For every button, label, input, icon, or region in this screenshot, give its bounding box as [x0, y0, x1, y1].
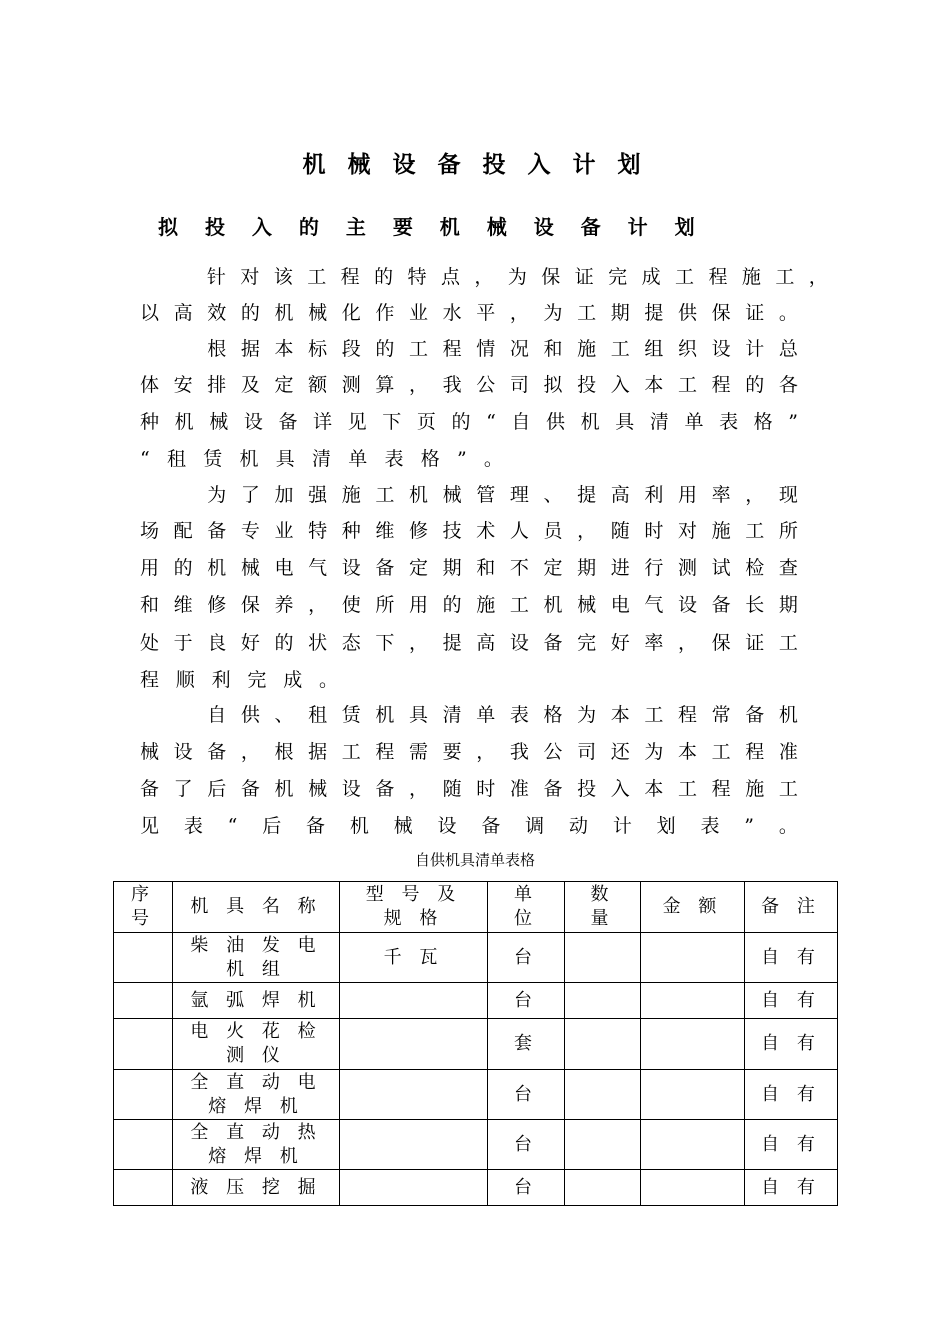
- paragraph-line: 针 对 该 工 程 的 特 点 ， 为 保 证 完 成 工 程 施 工 ，: [206, 266, 828, 288]
- cell-unit: 套: [488, 1019, 565, 1070]
- cell-amount: [641, 1120, 745, 1170]
- cell-remark: 自 有: [745, 983, 838, 1019]
- header-remark: 备 注: [745, 882, 838, 933]
- paragraph-line: 根 据 本 标 段 的 工 程 情 况 和 施 工 组 织 设 计 总: [207, 338, 798, 360]
- cell-qty: [565, 1170, 641, 1206]
- paragraph-line: 用 的 机 械 电 气 设 备 定 期 和 不 定 期 进 行 测 试 检 查: [140, 557, 798, 579]
- cell-no: [114, 983, 173, 1019]
- cell-no: [114, 1019, 173, 1070]
- cell-model: [340, 1019, 488, 1070]
- cell-unit: 台: [488, 1170, 565, 1206]
- cell-qty: [565, 1070, 641, 1120]
- cell-amount: [641, 1170, 745, 1206]
- paragraph-line: 场 配 备 专 业 特 种 维 修 技 术 人 员 ， 随 时 对 施 工 所: [140, 520, 798, 542]
- cell-remark: 自 有: [745, 1019, 838, 1070]
- cell-qty: [565, 1019, 641, 1070]
- header-model: 型 号 及 规 格: [340, 882, 488, 933]
- cell-no: [114, 933, 173, 983]
- equipment-table: [113, 881, 838, 1206]
- header-name: 机 具 名 称: [173, 882, 340, 933]
- cell-no: [114, 1170, 173, 1206]
- cell-qty: [565, 933, 641, 983]
- paragraph-line: 和 维 修 保 养 ， 使 所 用 的 施 工 机 械 电 气 设 备 长 期: [140, 594, 798, 616]
- cell-remark: 自 有: [745, 1170, 838, 1206]
- header-qty: 数 量: [565, 882, 641, 933]
- header-no: 序 号: [114, 882, 173, 933]
- paragraph-line: 见 表 “ 后 备 机 械 设 备 调 动 计 划 表 ” 。: [140, 815, 798, 837]
- cell-amount: [641, 1070, 745, 1120]
- paragraph-line: 体 安 排 及 定 额 测 算 ， 我 公 司 拟 投 入 本 工 程 的 各: [140, 374, 798, 396]
- cell-model: [340, 1120, 488, 1170]
- table-row: [114, 1019, 838, 1070]
- cell-amount: [641, 1019, 745, 1070]
- paragraph-line: 自 供 、 租 赁 机 具 清 单 表 格 为 本 工 程 常 备 机: [207, 704, 798, 726]
- cell-name: 柴 油 发 电 机 组: [173, 933, 340, 983]
- cell-model: [340, 1070, 488, 1120]
- paragraph-line: 械 设 备 ， 根 据 工 程 需 要 ， 我 公 司 还 为 本 工 程 准: [140, 741, 798, 763]
- cell-name: 液 压 挖 掘: [173, 1170, 340, 1206]
- paragraph-line: 备 了 后 备 机 械 设 备 ， 随 时 准 备 投 入 本 工 程 施 工: [140, 778, 798, 800]
- cell-unit: 台: [488, 933, 565, 983]
- page-title: 机 械 设 备 投 入 计 划: [302, 152, 648, 178]
- cell-model: 千 瓦: [340, 933, 488, 983]
- table-row: [114, 1170, 838, 1206]
- table-row: [114, 983, 838, 1019]
- section-heading: 拟 投 入 的 主 要 机 械 设 备 计 划: [158, 215, 705, 239]
- paragraph-line: 以 高 效 的 机 械 化 作 业 水 平 ， 为 工 期 提 供 保 证 。: [140, 302, 798, 324]
- table-header-row: [114, 882, 838, 933]
- cell-name: 全 直 动 热 熔 焊 机: [173, 1120, 340, 1170]
- cell-amount: [641, 983, 745, 1019]
- cell-name: 电 火 花 检 测 仪: [173, 1019, 340, 1070]
- table-row: [114, 1120, 838, 1170]
- cell-no: [114, 1070, 173, 1120]
- cell-qty: [565, 983, 641, 1019]
- table-caption: 自供机具清单表格: [414, 851, 535, 869]
- paragraph-line: 为 了 加 强 施 工 机 械 管 理 、 提 高 利 用 率 ， 现: [207, 484, 798, 506]
- cell-remark: 自 有: [745, 1070, 838, 1120]
- cell-qty: [565, 1120, 641, 1170]
- paragraph-line: 种 机 械 设 备 详 见 下 页 的 “ 自 供 机 具 清 单 表 格 ”: [140, 411, 798, 433]
- paragraph-line: “ 租 赁 机 具 清 单 表 格 ” 。: [140, 448, 503, 470]
- paragraph-line: 程 顺 利 完 成 。: [140, 669, 338, 691]
- cell-model: [340, 1170, 488, 1206]
- cell-remark: 自 有: [745, 933, 838, 983]
- cell-unit: 台: [488, 1120, 565, 1170]
- cell-name: 氩 弧 焊 机: [173, 983, 340, 1019]
- cell-unit: 台: [488, 983, 565, 1019]
- paragraph-line: 处 于 良 好 的 状 态 下 ， 提 高 设 备 完 好 率 ， 保 证 工: [140, 632, 798, 654]
- cell-unit: 台: [488, 1070, 565, 1120]
- table-row: [114, 933, 838, 983]
- header-amount: 金 额: [641, 882, 745, 933]
- cell-name: 全 直 动 电 熔 焊 机: [173, 1070, 340, 1120]
- cell-no: [114, 1120, 173, 1170]
- table-row: [114, 1070, 838, 1120]
- cell-amount: [641, 933, 745, 983]
- header-unit: 单 位: [488, 882, 565, 933]
- cell-remark: 自 有: [745, 1120, 838, 1170]
- cell-model: [340, 983, 488, 1019]
